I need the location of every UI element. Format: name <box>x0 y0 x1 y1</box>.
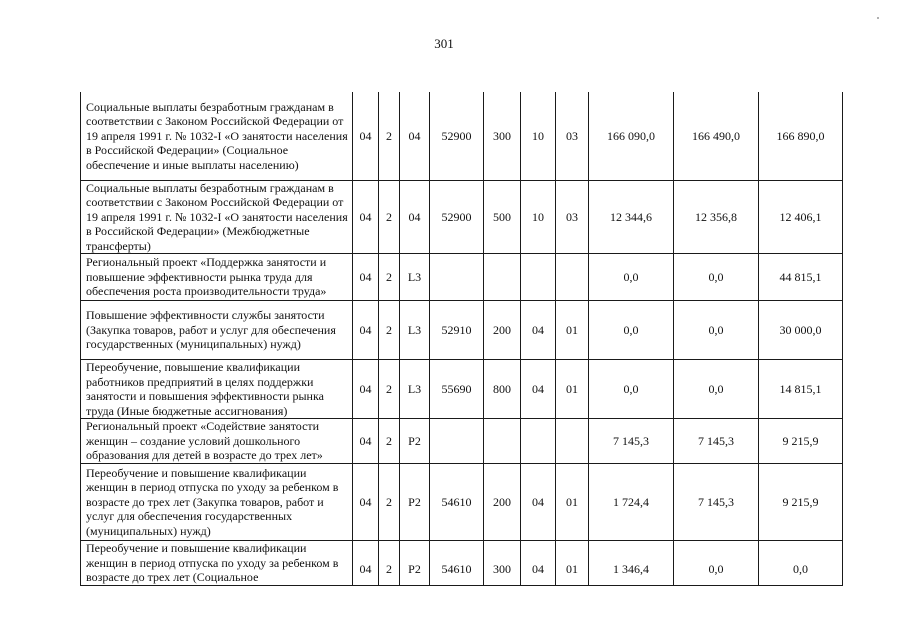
code-cell: 04 <box>353 541 379 586</box>
code-cell: 10 <box>521 92 556 180</box>
code-cell: 03 <box>556 92 589 180</box>
amount-cell: 9 215,9 <box>759 464 843 541</box>
code-cell: 2 <box>379 180 400 254</box>
table-row <box>81 92 843 180</box>
code-cell: 200 <box>484 464 521 541</box>
code-cell: 300 <box>484 92 521 180</box>
code-cell <box>484 254 521 301</box>
code-cell: 04 <box>353 254 379 301</box>
code-cell: 01 <box>556 541 589 586</box>
row-description: Переобучение и повышение квалификации женщин в период отпуска по уходу за ребенком в возрасте до трех лет (Социальное <box>81 541 353 586</box>
amount-cell: 0,0 <box>589 360 674 419</box>
amount-cell: 1 724,4 <box>589 464 674 541</box>
code-cell: 04 <box>353 180 379 254</box>
row-description: Повышение эффективности службы занятости (Закупка товаров, работ и услуг для обеспечения государственных (муниципальных) нужд) <box>81 301 353 360</box>
amount-cell: 0,0 <box>674 360 759 419</box>
amount-cell: 0,0 <box>674 254 759 301</box>
code-cell: 04 <box>353 419 379 464</box>
code-cell: 55690 <box>430 360 484 419</box>
row-description: Социальные выплаты безработным гражданам в соответствии с Законом Российской Федерации от 19 апреля 1991 г. № 1032-I «О занятости населения в Российской Федерации» (Социальное обеспечение и иные выплаты населению) <box>81 92 353 180</box>
row-description: Социальные выплаты безработным гражданам в соответствии с Законом Российской Федерации от 19 апреля 1991 г. № 1032-I «О занятости населения в Российской Федерации» (Межбюджетные трансферты) <box>81 180 353 254</box>
amount-cell: 12 356,8 <box>674 180 759 254</box>
code-cell: L3 <box>400 301 430 360</box>
code-cell: P2 <box>400 464 430 541</box>
table-row <box>81 180 843 254</box>
code-cell: 54610 <box>430 541 484 586</box>
code-cell: 2 <box>379 254 400 301</box>
amount-cell: 166 090,0 <box>589 92 674 180</box>
code-cell: 04 <box>521 360 556 419</box>
code-cell <box>430 254 484 301</box>
scan-speck <box>877 17 879 19</box>
code-cell: 01 <box>556 360 589 419</box>
code-cell: 04 <box>353 360 379 419</box>
table-row <box>81 360 843 419</box>
row-description: Переобучение, повышение квалификации работников предприятий в целях поддержки занятости и повышения эффективности рынка труда (Иные бюджетные ассигнования) <box>81 360 353 419</box>
table-row <box>81 464 843 541</box>
code-cell <box>556 419 589 464</box>
amount-cell: 7 145,3 <box>674 419 759 464</box>
amount-cell: 12 406,1 <box>759 180 843 254</box>
code-cell: 300 <box>484 541 521 586</box>
code-cell: P2 <box>400 541 430 586</box>
amount-cell: 7 145,3 <box>674 464 759 541</box>
amount-cell: 166 490,0 <box>674 92 759 180</box>
code-cell: 52910 <box>430 301 484 360</box>
code-cell <box>556 254 589 301</box>
code-cell: 04 <box>521 541 556 586</box>
row-description: Переобучение и повышение квалификации женщин в период отпуска по уходу за ребенком в возрасте до трех лет (Закупка товаров, работ и услуг для обеспечения государственных (муниципальных) нужд) <box>81 464 353 541</box>
code-cell: 2 <box>379 464 400 541</box>
amount-cell: 14 815,1 <box>759 360 843 419</box>
amount-cell: 1 346,4 <box>589 541 674 586</box>
table-row <box>81 301 843 360</box>
amount-cell: 0,0 <box>674 301 759 360</box>
code-cell: 54610 <box>430 464 484 541</box>
table-row <box>81 419 843 464</box>
code-cell: 200 <box>484 301 521 360</box>
code-cell: L3 <box>400 254 430 301</box>
code-cell: 04 <box>353 301 379 360</box>
amount-cell: 166 890,0 <box>759 92 843 180</box>
code-cell: 04 <box>400 92 430 180</box>
amount-cell: 44 815,1 <box>759 254 843 301</box>
table-row <box>81 254 843 301</box>
code-cell: 04 <box>400 180 430 254</box>
page-number: 301 <box>434 36 454 51</box>
code-cell: L3 <box>400 360 430 419</box>
code-cell: 04 <box>521 301 556 360</box>
code-cell: 2 <box>379 92 400 180</box>
code-cell: 01 <box>556 464 589 541</box>
code-cell: 2 <box>379 419 400 464</box>
code-cell: 52900 <box>430 92 484 180</box>
code-cell: 04 <box>353 92 379 180</box>
code-cell: 04 <box>521 464 556 541</box>
code-cell: 800 <box>484 360 521 419</box>
code-cell <box>430 419 484 464</box>
code-cell: 2 <box>379 541 400 586</box>
amount-cell: 0,0 <box>589 301 674 360</box>
amount-cell: 0,0 <box>759 541 843 586</box>
code-cell <box>521 254 556 301</box>
code-cell <box>521 419 556 464</box>
amount-cell: 0,0 <box>589 254 674 301</box>
code-cell: 2 <box>379 360 400 419</box>
amount-cell: 12 344,6 <box>589 180 674 254</box>
amount-cell: 7 145,3 <box>589 419 674 464</box>
code-cell: 03 <box>556 180 589 254</box>
code-cell: 01 <box>556 301 589 360</box>
budget-table <box>80 92 843 586</box>
code-cell: 04 <box>353 464 379 541</box>
code-cell: P2 <box>400 419 430 464</box>
table-row <box>81 541 843 586</box>
code-cell: 52900 <box>430 180 484 254</box>
code-cell <box>484 419 521 464</box>
code-cell: 10 <box>521 180 556 254</box>
amount-cell: 0,0 <box>674 541 759 586</box>
row-description: Региональный проект «Поддержка занятости и повышение эффективности рынка труда для обеспечения роста производительности труда» <box>81 254 353 301</box>
amount-cell: 30 000,0 <box>759 301 843 360</box>
code-cell: 500 <box>484 180 521 254</box>
code-cell: 2 <box>379 301 400 360</box>
row-description: Региональный проект «Содействие занятости женщин – создание условий дошкольного образования для детей в возрасте до трех лет» <box>81 419 353 464</box>
amount-cell: 9 215,9 <box>759 419 843 464</box>
